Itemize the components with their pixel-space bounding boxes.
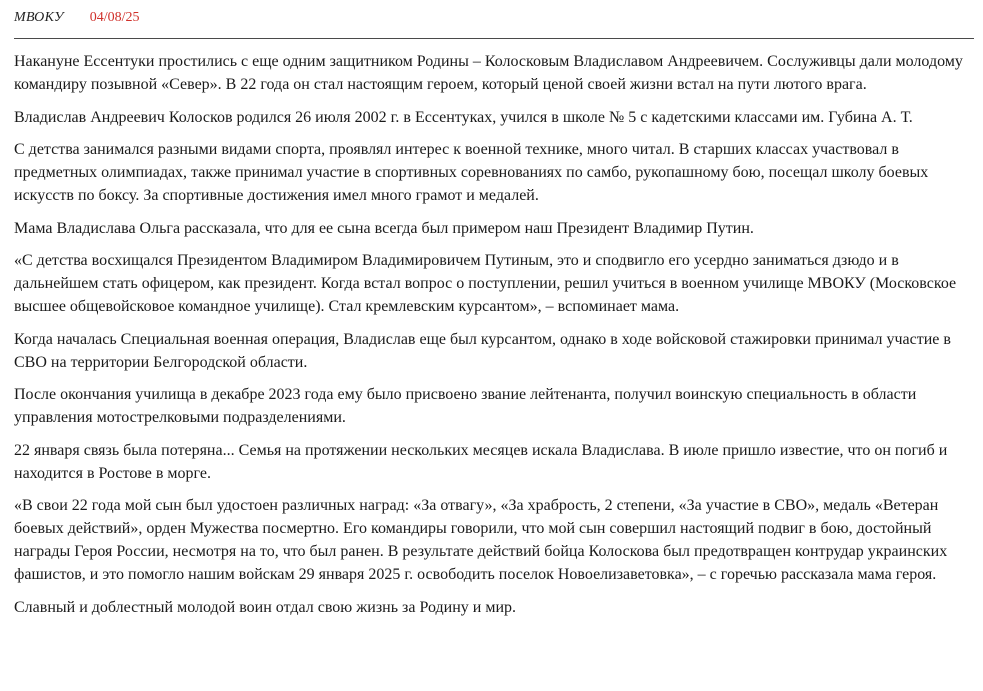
article-paragraph: С детства занимался разными видами спорта, проявлял интерес к военной технике, много читал. В старших классах участвовал в предметных олимпиадах, также принимал участие в спортивных соревнованиях по самбо, рукопашному бою, посещал школу боевых искусств по боксу. За спортивные достижения имел много грамот и медалей. — [14, 141, 929, 204]
header-divider — [14, 38, 974, 39]
article-body — [14, 50, 976, 628]
article-paragraph: После окончания училища в декабре 2023 года ему было присвоено звание лейтенанта, получил воинскую специальность в области управления мотострелковыми подразделениями. — [14, 386, 917, 426]
article-paragraph: Мама Владислава Ольга рассказала, что для ее сына всегда был примером наш Президент Владимир Путин. — [14, 219, 754, 237]
article-paragraph: 22 января связь была потеряна... Семья на протяжении нескольких месяцев искала Владислава. В июле пришло известие, что он погиб и находится в Ростове в морге. — [14, 441, 948, 482]
article-paragraph: Владислав Андреевич Колосков родился 26 июля 2002 г. в Ессентуках, учился в школе № 5 с кадетскими классами им. Губина А. Т. — [14, 108, 913, 126]
article-paragraph: Когда началась Специальная военная операция, Владислав еще был курсантом, однако в ходе войсковой стажировки принимал участие в СВО на территории Белгородской области. — [14, 330, 951, 371]
publish-date: 04/08/25 — [89, 10, 140, 25]
section-tag[interactable]: МВОКУ — [14, 10, 64, 25]
article-paragraph: Славный и доблестный молодой воин отдал свою жизнь за Родину и мир. — [14, 598, 517, 616]
article-paragraph: «В свои 22 года мой сын был удостоен различных наград: «За отвагу», «За храбрость, 2 степени, «За участие в СВО», медаль «Ветеран боевых действий», орден Мужества посмертно. Его командиры говорили, что мой сын совершил настоящий подвиг в бою, достойный награды Героя России, несмотря на то, что был ранен. В результате действий бойца Колоскова был предотвращен контрудар украинских фашистов, и это помогло нашим войскам 29 января 2025 г. освободить поселок Новоелизаветовка», – с горечью рассказала мама героя. — [14, 497, 948, 583]
article-paragraph: «С детства восхищался Президентом Владимиром Владимировичем Путиным, это и сподвигло его усердно заниматься дзюдо и в дальнейшем стать офицером, как президент. Когда встал вопрос о поступлении, решил учиться в военном училище МВОКУ (Московское высшее общевойсковое командное училище). Стал кремлевским курсантом», – вспоминает мама. — [14, 252, 957, 315]
article-paragraph: Накануне Ессентуки простились с еще одним защитником Родины – Колосковым Владиславом Андреевичем. Сослуживцы дали молодому командиру позывной «Север». В 22 года он стал настоящим героем, который ценой своей жизни встал на пути лютого врага. — [14, 53, 963, 93]
article-header — [14, 7, 139, 29]
